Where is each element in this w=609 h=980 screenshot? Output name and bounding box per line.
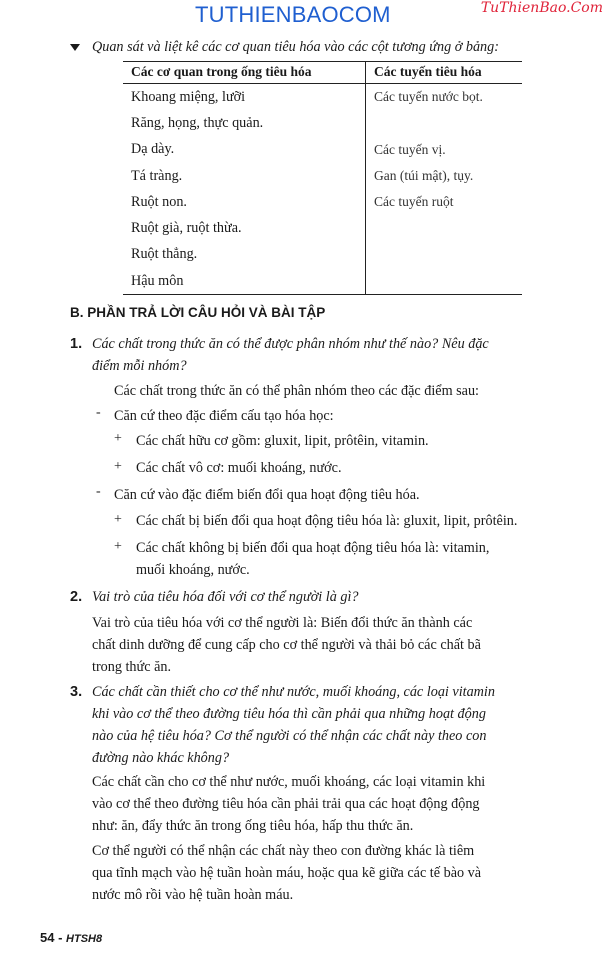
table-cell	[366, 242, 523, 268]
book-code: HTSH8	[66, 933, 103, 945]
page-number: 54	[40, 930, 55, 945]
answer-1-plus-4-line-1: Các chất không bị biến đổi qua hoạt động tiêu hóa là: vitamin,	[136, 540, 490, 556]
answer-3b-line-3: nước mô rồi vào hệ tuần hoàn máu.	[92, 887, 294, 903]
dash-bullet-icon: -	[96, 484, 101, 499]
table-cell: Các tuyến ruột	[366, 189, 523, 215]
table-cell: Tá tràng.	[131, 167, 183, 184]
table-intro: Quan sát và liệt kê các cơ quan tiêu hóa vào các cột tương ứng ở bảng:	[92, 39, 499, 55]
table-row	[123, 242, 522, 268]
table-row	[123, 268, 522, 295]
table-row	[123, 84, 522, 111]
table-header-organs: Các cơ quan trong ống tiêu hóa	[123, 62, 366, 84]
section-b-heading: B. PHẦN TRẢ LỜI CÂU HỎI VÀ BÀI TẬP	[70, 305, 326, 320]
answer-1-dash-1: Căn cứ theo đặc điểm cấu tạo hóa học:	[114, 408, 334, 424]
answer-1-intro: Các chất trong thức ăn có thể phân nhóm theo các đặc điểm sau:	[114, 383, 480, 399]
question-1-line-2: điểm mỗi nhóm?	[92, 358, 187, 374]
table-cell	[366, 110, 523, 136]
answer-3a-line-1: Các chất cần cho cơ thể như nước, muối khoáng, các loại vitamin khi	[92, 774, 486, 790]
table-cell: Ruột non.	[131, 193, 187, 210]
table-cell: Các tuyến vị.	[366, 137, 523, 163]
dash-bullet-icon: -	[96, 405, 101, 420]
plus-bullet-icon: +	[114, 539, 122, 554]
plus-bullet-icon: +	[114, 431, 122, 446]
site-brand: TUTHIENBAOCOM	[195, 2, 391, 27]
triangle-bullet-icon	[70, 44, 80, 51]
answer-1-dash-2: Căn cứ vào đặc điểm biến đổi qua hoạt động tiêu hóa.	[114, 487, 420, 503]
table-cell	[366, 268, 523, 295]
table-cell: Răng, họng, thực quản.	[131, 114, 264, 131]
table-cell: Dạ dày.	[131, 141, 175, 158]
question-number: 2.	[70, 589, 83, 605]
digestive-organs-table	[123, 61, 522, 295]
answer-3b-line-1: Cơ thể người có thể nhận các chất này theo con đường khác là tiêm	[92, 843, 475, 859]
footer-separator: -	[54, 930, 67, 945]
answer-2-line-1: Vai trò của tiêu hóa với cơ thể người là: Biến đổi thức ăn thành các	[92, 615, 473, 631]
question-number: 3.	[70, 684, 83, 700]
answer-2-line-2: chất dinh dưỡng để cung cấp cho cơ thể người và thải bỏ các chất bã	[92, 637, 481, 653]
answer-3a-line-2: vào cơ thể theo đường tiêu hóa cần phải trải qua các hoạt động động	[92, 796, 480, 812]
plus-bullet-icon: +	[114, 512, 122, 527]
table-row	[123, 137, 522, 163]
question-1-line-1: Các chất trong thức ăn có thể được phân nhóm như thế nào? Nêu đặc	[92, 336, 489, 352]
table-row	[123, 189, 522, 215]
table-row	[123, 163, 522, 189]
table-cell: Ruột thẳng.	[131, 246, 198, 263]
table-cell: Hậu môn	[123, 268, 366, 295]
question-2: Vai trò của tiêu hóa đối với cơ thể người là gì?	[92, 589, 359, 605]
question-3-line-1: Các chất cần thiết cho cơ thể như nước, muối khoáng, các loại vitamin	[92, 684, 495, 700]
site-brand-watermark: TuThienBao.Com	[480, 0, 603, 16]
plus-bullet-icon: +	[114, 459, 122, 474]
table-cell: Ruột già, ruột thừa.	[131, 220, 242, 237]
question-3-line-4: đường nào khác không?	[92, 750, 230, 766]
answer-1-plus-2: Các chất vô cơ: muối khoáng, nước.	[136, 460, 342, 476]
answer-1-plus-4-line-2: muối khoáng, nước.	[136, 562, 250, 578]
question-number: 1.	[70, 336, 83, 352]
table-cell: Các tuyến nước bọt.	[366, 84, 523, 111]
answer-3b-line-2: qua tĩnh mạch vào hệ tuần hoàn máu, hoặc qua kẽ giữa các tế bào và	[92, 865, 482, 881]
table-cell: Gan (túi mật), tụy.	[366, 163, 523, 189]
answer-3a-line-3: như: ăn, đẩy thức ăn trong ống tiêu hóa, hấp thu thức ăn.	[92, 818, 414, 834]
answer-1-plus-1: Các chất hữu cơ gồm: gluxit, lipit, prôtêin, vitamin.	[136, 433, 429, 449]
answer-1-plus-3: Các chất bị biến đổi qua hoạt động tiêu hóa là: gluxit, lipit, prôtêin.	[136, 513, 518, 529]
question-3-line-3: nào của hệ tiêu hóa? Cơ thể người có thể nhận các chất này theo con	[92, 728, 487, 744]
table-header-glands: Các tuyến tiêu hóa	[366, 62, 523, 84]
page-footer	[40, 930, 102, 945]
table-row	[123, 215, 522, 241]
answer-2-line-3: trong thức ăn.	[92, 659, 172, 675]
table-cell: Khoang miệng, lưỡi	[131, 88, 246, 105]
table-row	[123, 110, 522, 136]
table-cell	[366, 215, 523, 241]
question-3-line-2: khi vào cơ thể theo đường tiêu hóa thì cần phải qua những hoạt động	[92, 706, 486, 722]
